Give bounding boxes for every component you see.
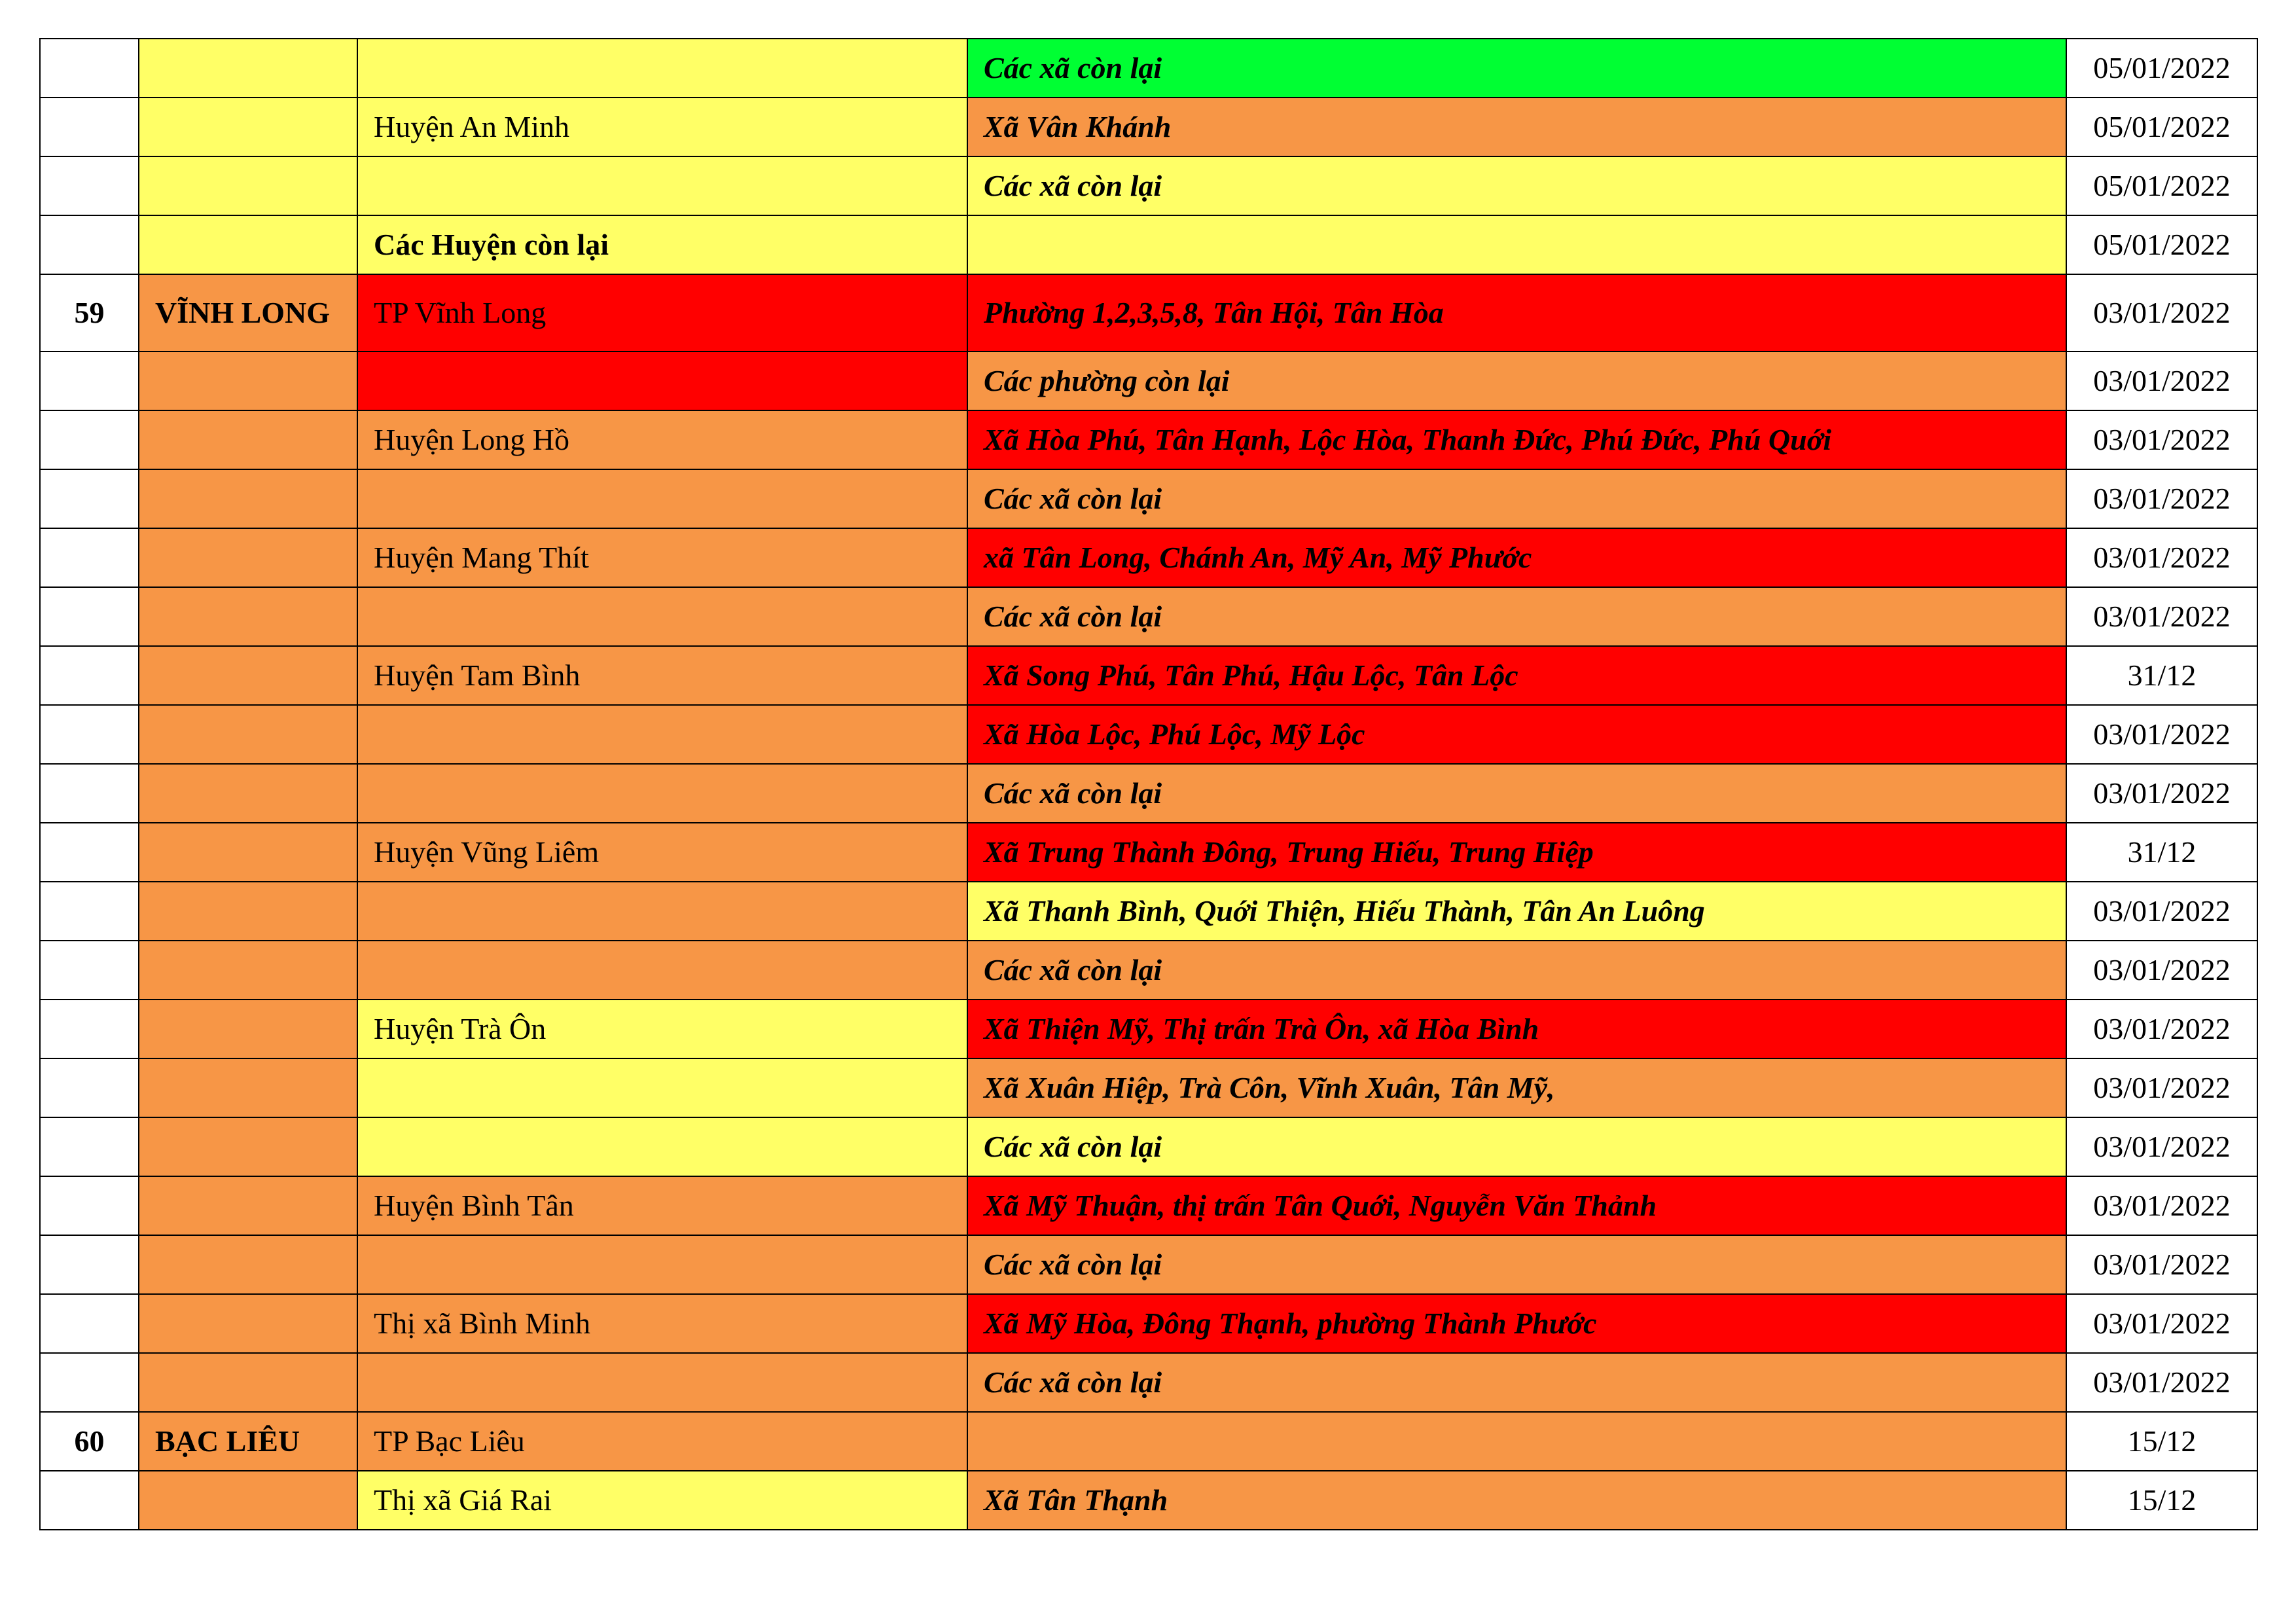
province-cell [139,98,357,156]
district-cell: Huyện Vũng Liêm [357,823,967,882]
stt-cell [40,98,139,156]
stt-cell [40,215,139,274]
stt-cell [40,1000,139,1058]
date-cell: 03/01/2022 [2066,1235,2257,1294]
stt-cell [40,646,139,705]
stt-cell [40,941,139,1000]
table-row [40,1235,2257,1294]
district-cell [357,941,967,1000]
province-cell [139,469,357,528]
ward-cell: Các xã còn lại [967,1117,2066,1176]
table-row [40,941,2257,1000]
date-cell: 15/12 [2066,1412,2257,1471]
table-row [40,1353,2257,1412]
stt-cell [40,1117,139,1176]
district-cell: Huyện Long Hồ [357,410,967,469]
table-row [40,156,2257,215]
province-cell [139,941,357,1000]
stt-cell [40,764,139,823]
stt-cell [40,469,139,528]
date-cell: 03/01/2022 [2066,1117,2257,1176]
province-cell [139,352,357,410]
date-cell: 05/01/2022 [2066,156,2257,215]
stt-cell: 60 [40,1412,139,1471]
ward-cell: Phường 1,2,3,5,8, Tân Hội, Tân Hòa [967,274,2066,352]
stt-cell [40,1058,139,1117]
ward-cell: Xã Trung Thành Đông, Trung Hiếu, Trung Hiệp [967,823,2066,882]
date-cell: 03/01/2022 [2066,1294,2257,1353]
district-cell: TP Bạc Liêu [357,1412,967,1471]
covid-level-table [39,38,2258,1530]
date-cell: 03/01/2022 [2066,705,2257,764]
stt-cell [40,1353,139,1412]
province-cell [139,1353,357,1412]
ward-cell: Xã Mỹ Hòa, Đông Thạnh, phường Thành Phước [967,1294,2066,1353]
table-row [40,469,2257,528]
table-row [40,882,2257,941]
district-cell: Huyện Mang Thít [357,528,967,587]
district-cell [357,1353,967,1412]
stt-cell [40,882,139,941]
date-cell: 03/01/2022 [2066,882,2257,941]
stt-cell [40,1294,139,1353]
table-row [40,528,2257,587]
table-row [40,410,2257,469]
stt-cell [40,528,139,587]
table-row [40,1471,2257,1530]
district-cell [357,882,967,941]
ward-cell: Các xã còn lại [967,39,2066,98]
province-cell [139,1235,357,1294]
province-cell [139,1000,357,1058]
ward-cell: Xã Vân Khánh [967,98,2066,156]
table-row [40,1176,2257,1235]
province-cell [139,215,357,274]
date-cell: 03/01/2022 [2066,1000,2257,1058]
ward-cell [967,1412,2066,1471]
table-row [40,705,2257,764]
district-cell: Các Huyện còn lại [357,215,967,274]
district-cell: Thị xã Bình Minh [357,1294,967,1353]
stt-cell [40,1235,139,1294]
table-body [40,39,2257,1530]
ward-cell: Xã Mỹ Thuận, thị trấn Tân Quới, Nguyễn Văn Thảnh [967,1176,2066,1235]
stt-cell [40,352,139,410]
date-cell: 05/01/2022 [2066,215,2257,274]
ward-cell: Xã Tân Thạnh [967,1471,2066,1530]
ward-cell: Xã Song Phú, Tân Phú, Hậu Lộc, Tân Lộc [967,646,2066,705]
date-cell: 03/01/2022 [2066,1353,2257,1412]
table-row [40,98,2257,156]
date-cell: 03/01/2022 [2066,1176,2257,1235]
district-cell [357,1235,967,1294]
province-cell [139,1294,357,1353]
ward-cell [967,215,2066,274]
date-cell: 03/01/2022 [2066,764,2257,823]
district-cell: Huyện Bình Tân [357,1176,967,1235]
province-cell [139,1471,357,1530]
date-cell: 03/01/2022 [2066,587,2257,646]
date-cell: 05/01/2022 [2066,98,2257,156]
date-cell: 03/01/2022 [2066,352,2257,410]
ward-cell: Các xã còn lại [967,587,2066,646]
table-row [40,352,2257,410]
ward-cell: xã Tân Long, Chánh An, Mỹ An, Mỹ Phước [967,528,2066,587]
ward-cell: Các xã còn lại [967,941,2066,1000]
ward-cell: Các xã còn lại [967,764,2066,823]
ward-cell: Các phường còn lại [967,352,2066,410]
province-cell: VĨNH LONG [139,274,357,352]
date-cell: 05/01/2022 [2066,39,2257,98]
province-cell [139,1117,357,1176]
district-cell [357,587,967,646]
table-row [40,215,2257,274]
district-cell: Huyện Trà Ôn [357,1000,967,1058]
province-cell [139,646,357,705]
district-cell [357,1058,967,1117]
table-row [40,1412,2257,1471]
stt-cell [40,1471,139,1530]
table-row [40,1000,2257,1058]
province-cell [139,410,357,469]
stt-cell: 59 [40,274,139,352]
stt-cell [40,823,139,882]
table-row [40,1117,2257,1176]
ward-cell: Xã Hòa Phú, Tân Hạnh, Lộc Hòa, Thanh Đức, Phú Đức, Phú Quới [967,410,2066,469]
stt-cell [40,1176,139,1235]
district-cell [357,352,967,410]
province-cell [139,39,357,98]
district-cell [357,469,967,528]
ward-cell: Các xã còn lại [967,1235,2066,1294]
date-cell: 03/01/2022 [2066,1058,2257,1117]
date-cell: 31/12 [2066,646,2257,705]
stt-cell [40,587,139,646]
table-row [40,764,2257,823]
district-cell [357,156,967,215]
ward-cell: Xã Hòa Lộc, Phú Lộc, Mỹ Lộc [967,705,2066,764]
district-cell [357,705,967,764]
table-row [40,646,2257,705]
date-cell: 03/01/2022 [2066,528,2257,587]
province-cell [139,1176,357,1235]
table-row [40,587,2257,646]
district-cell [357,39,967,98]
date-cell: 15/12 [2066,1471,2257,1530]
province-cell [139,587,357,646]
ward-cell: Xã Thanh Bình, Quới Thiện, Hiếu Thành, Tân An Luông [967,882,2066,941]
province-cell [139,764,357,823]
district-cell: Huyện An Minh [357,98,967,156]
ward-cell: Xã Thiện Mỹ, Thị trấn Trà Ôn, xã Hòa Bình [967,1000,2066,1058]
table-row [40,823,2257,882]
district-cell: Huyện Tam Bình [357,646,967,705]
province-cell [139,823,357,882]
date-cell: 03/01/2022 [2066,469,2257,528]
district-cell [357,1117,967,1176]
date-cell: 03/01/2022 [2066,941,2257,1000]
date-cell: 03/01/2022 [2066,410,2257,469]
province-cell [139,528,357,587]
ward-cell: Các xã còn lại [967,469,2066,528]
stt-cell [40,705,139,764]
ward-cell: Xã Xuân Hiệp, Trà Côn, Vĩnh Xuân, Tân Mỹ, [967,1058,2066,1117]
stt-cell [40,410,139,469]
province-cell [139,1058,357,1117]
date-cell: 31/12 [2066,823,2257,882]
province-cell [139,882,357,941]
district-cell [357,764,967,823]
province-cell [139,156,357,215]
province-cell [139,705,357,764]
district-cell: TP Vĩnh Long [357,274,967,352]
table-row [40,274,2257,352]
district-cell: Thị xã Giá Rai [357,1471,967,1530]
table-row [40,39,2257,98]
date-cell: 03/01/2022 [2066,274,2257,352]
table-row [40,1058,2257,1117]
ward-cell: Các xã còn lại [967,156,2066,215]
stt-cell [40,39,139,98]
ward-cell: Các xã còn lại [967,1353,2066,1412]
province-cell: BẠC LIÊU [139,1412,357,1471]
stt-cell [40,156,139,215]
table-row [40,1294,2257,1353]
